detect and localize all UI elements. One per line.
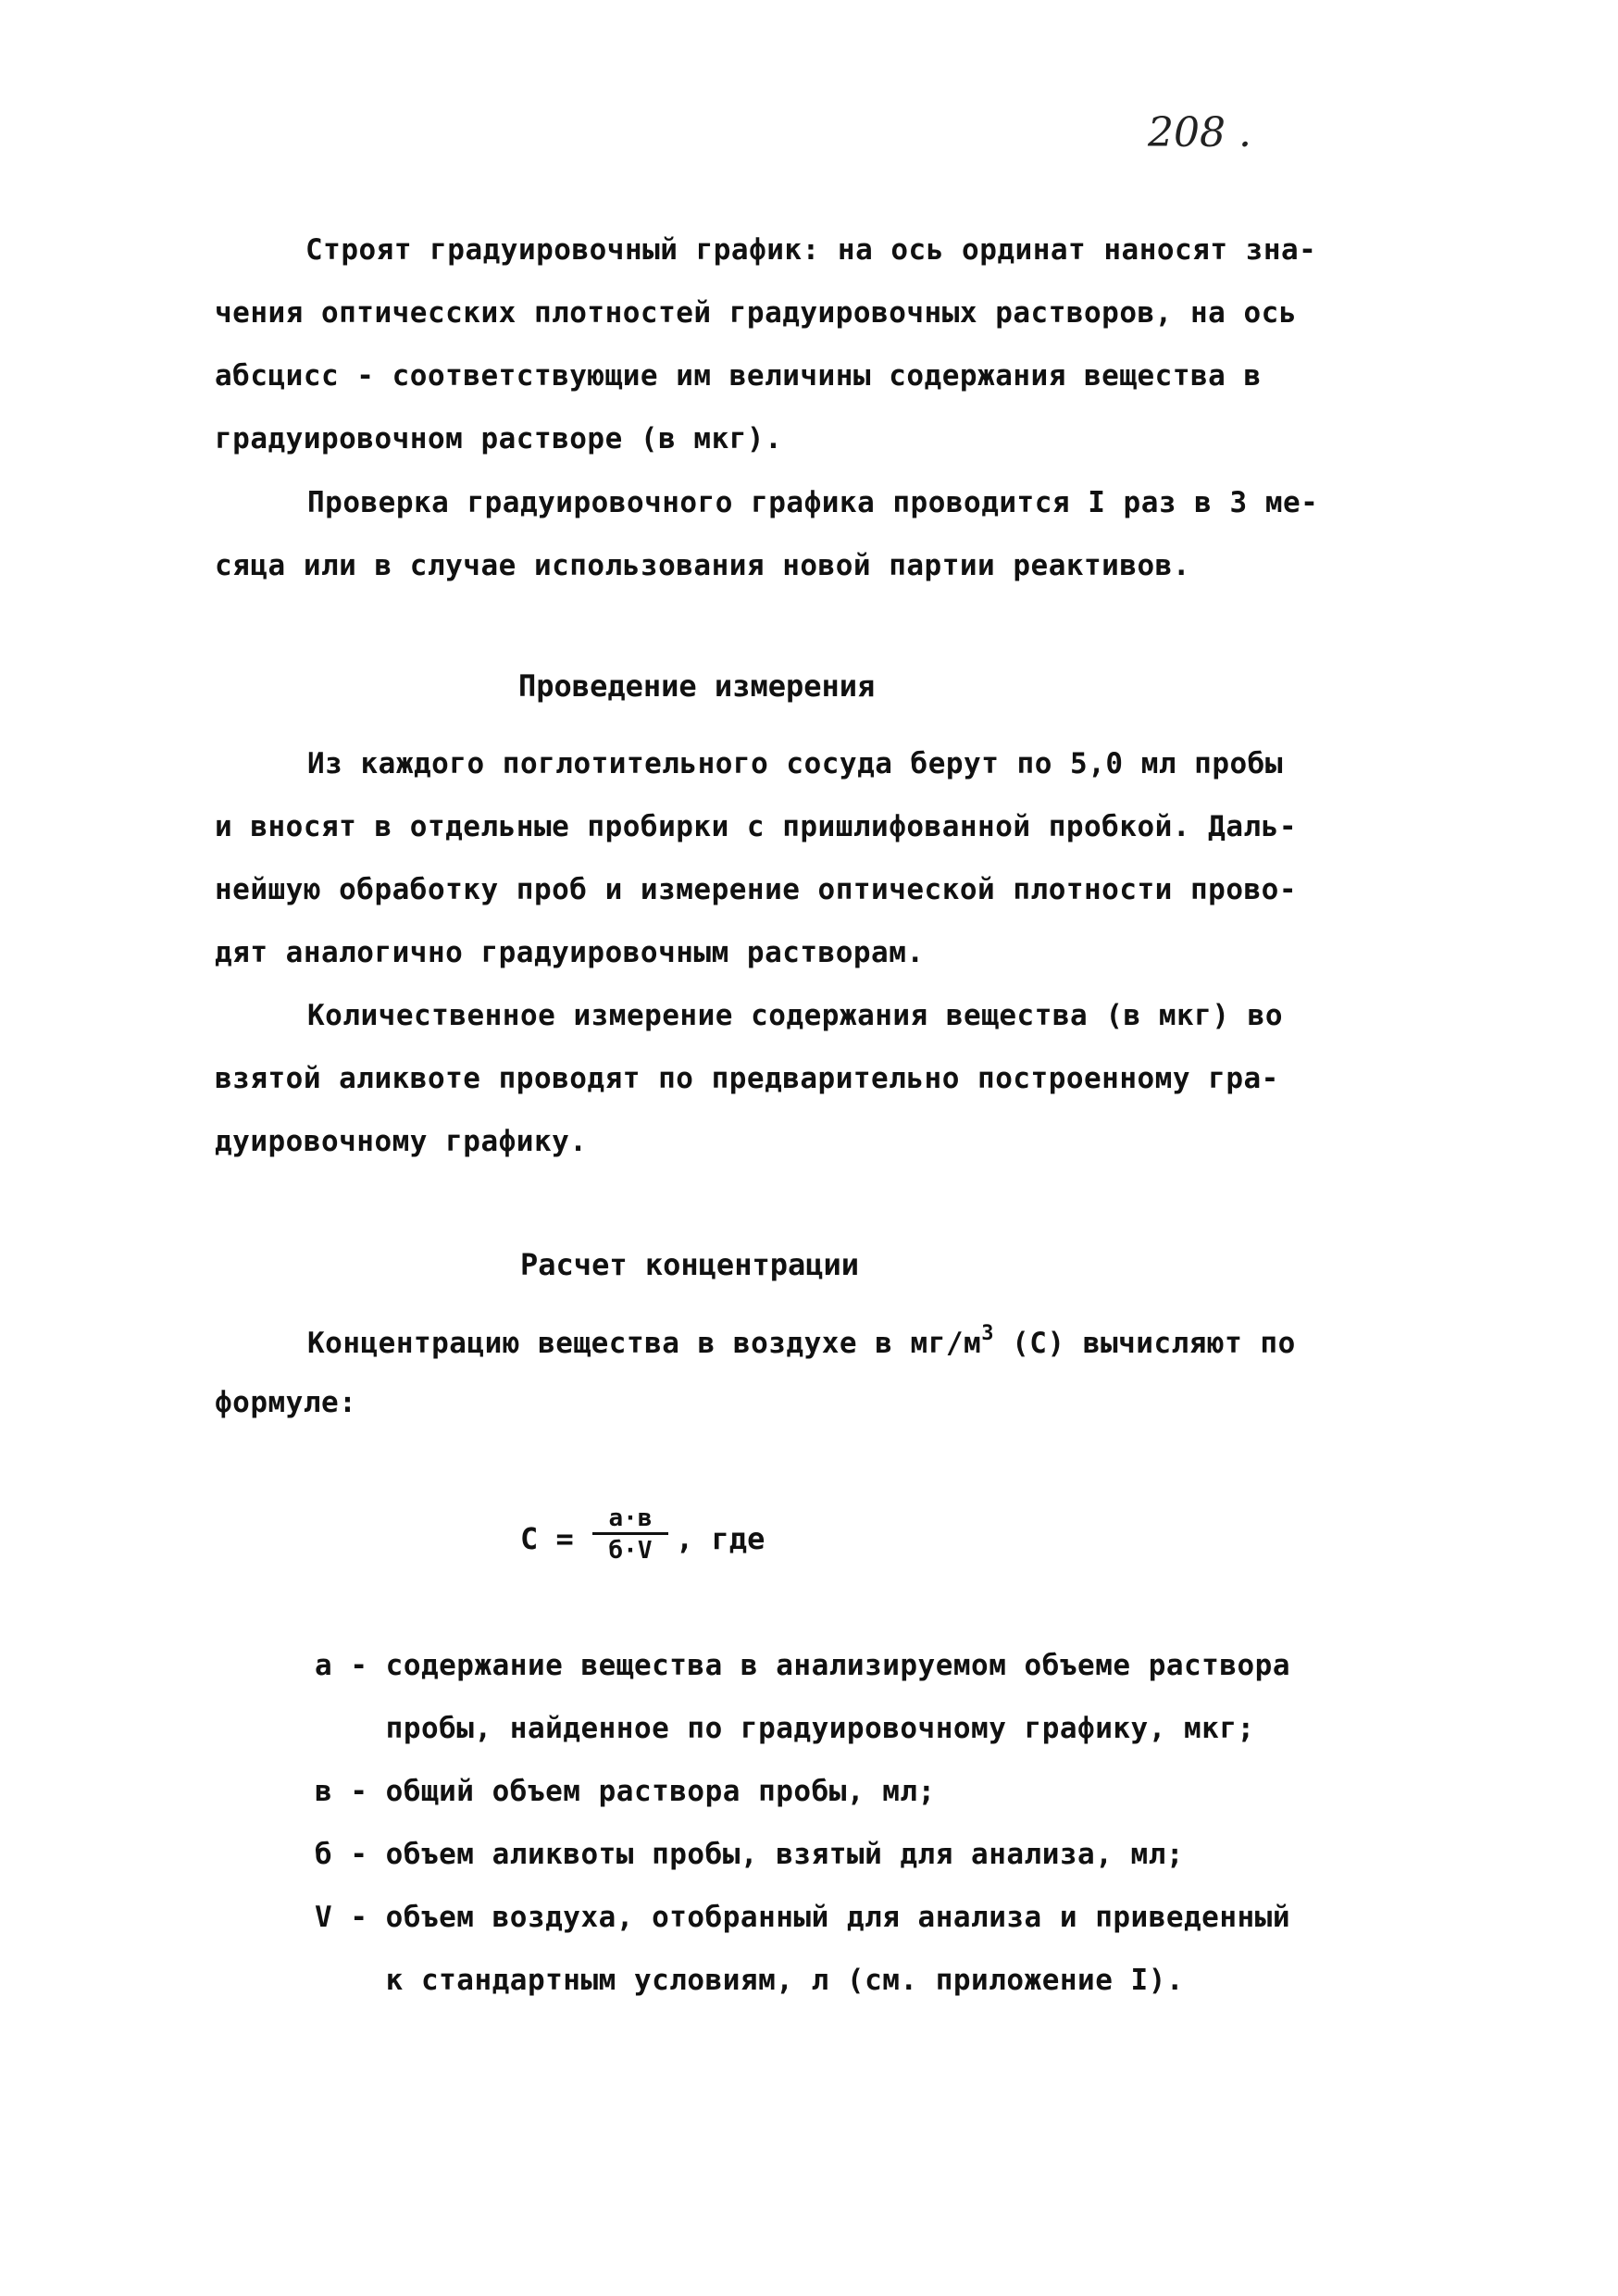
section-heading: Расчет концентрации [520, 1247, 860, 1282]
definition-line: а - содержание вещества в анализируемом объеме раствора [315, 1649, 1290, 1682]
paragraph-line: формуле: [215, 1386, 357, 1419]
definition-line: V - объем воздуха, отобранный для анализа и приведенный [315, 1901, 1290, 1934]
paragraph-line: дуировочному графику. [215, 1125, 588, 1158]
definition-line: пробы, найденное по градуировочному графику, мкг; [315, 1712, 1255, 1745]
paragraph-line: нейшую обработку проб и измерение оптической плотности прово- [215, 873, 1297, 906]
definition-line: в - общий объем раствора пробы, мл; [315, 1775, 936, 1808]
formula-numerator: а·в [608, 1504, 653, 1532]
paragraph-line: взятой аликвоте проводят по предварительно построенному гра- [215, 1062, 1279, 1095]
formula-lhs: С = [520, 1521, 574, 1556]
page-number: 208 . [1148, 109, 1251, 156]
formula-denominator: б·V [608, 1537, 653, 1565]
paragraph-line: чения оптичесских плотностей градуировочных растворов, на ось [215, 296, 1297, 330]
text-segment: (С) вычисляют по [993, 1327, 1296, 1360]
formula-rhs: , где [676, 1521, 765, 1556]
superscript: 3 [981, 1322, 994, 1345]
text-segment: Концентрацию вещества в воздухе в мг/м [307, 1327, 982, 1360]
definition-line: к стандартным условиям, л (см. приложение I). [315, 1964, 1185, 1997]
paragraph-line: сяца или в случае использования новой партии реактивов. [215, 549, 1190, 582]
formula-fraction [592, 1504, 668, 1565]
paragraph-line: Проверка градуировочного графика проводится I раз в 3 ме- [307, 486, 1319, 519]
fraction-bar [592, 1532, 668, 1535]
paragraph-line [307, 1324, 1296, 1358]
paragraph-line: абсцисс - соответствующие им величины содержания вещества в [215, 359, 1262, 393]
paragraph-line: Строят градуировочный график: на ось ординат наносят зна- [305, 233, 1317, 267]
formula [520, 1504, 798, 1569]
paragraph-line: градуировочном растворе (в мкг). [215, 422, 783, 455]
paragraph-line: Количественное измерение содержания вещества (в мкг) во [307, 999, 1283, 1032]
section-heading: Проведение измерения [518, 668, 876, 704]
paragraph-line: дят аналогично градуировочным растворам. [215, 936, 925, 969]
paragraph-line: Из каждого поглотительного сосуда берут по 5,0 мл пробы [307, 747, 1283, 780]
paragraph-line: и вносят в отдельные пробирки с пришлифованной пробкой. Даль- [215, 810, 1297, 843]
definition-line: б - объем аликвоты пробы, взятый для анализа, мл; [315, 1838, 1185, 1871]
